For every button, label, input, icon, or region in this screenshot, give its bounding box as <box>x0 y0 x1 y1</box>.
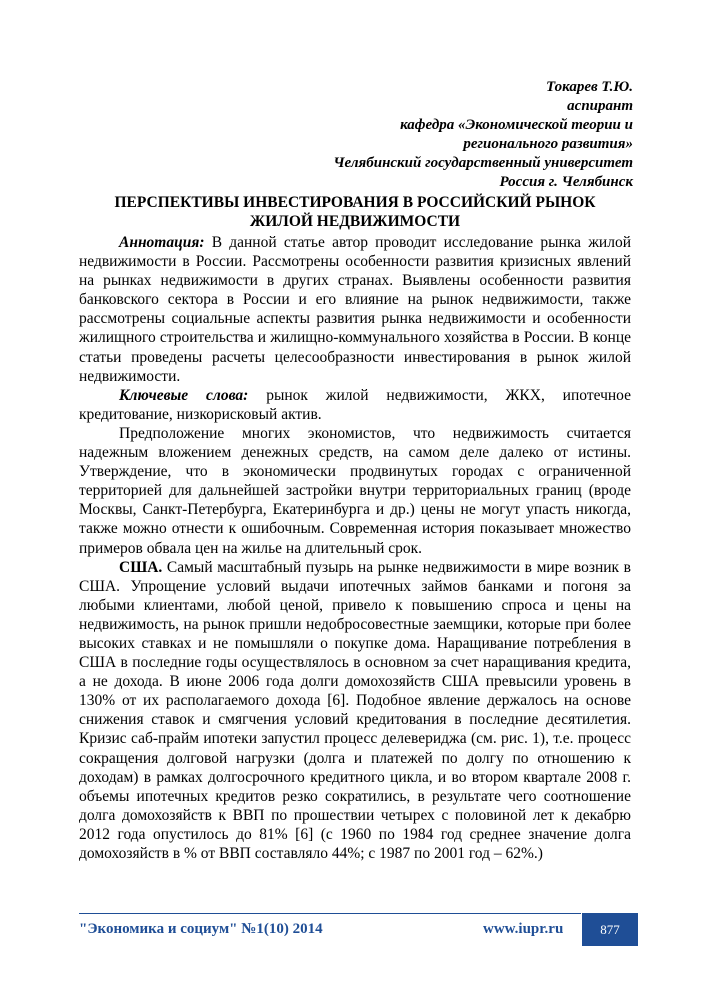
paragraph-2-text: Самый масштабный пузырь на рынке недвижимости в мире возник в США. Упрощение условий выдачи ипотечных займов банками и погоня за любыми клиентами, любой ценой, привело к повышению спроса и цены на недвижимость, на рынок пришли недобросовестные заемщики, которые при более высоких ставках и не помышляли о покупке дома. Наращивание потребления в США в последние годы осуществлялось в основном за счет наращивания кредита, а не дохода. В июне 2006 года долги домохозяйств США превысили уровень в 130% от их располагаемого дохода [6]. Подобное явление держалось на основе снижения ставок и смягчения условий кредитования в последние десятилетия. Кризис саб-прайм ипотеки запустил процесс делевериджа (см. рис. 1), т.е. процесс сокращения долговой нагрузки (долга и платежей по долгу по отношению к доходам) в рамках долгосрочного кредитного цикла, и во втором квартале 2008 г. объемы ипотечных кредитов резко сократились, в результате чего соотношение долга домохозяйств к ВВП по прошествии четырех с половиной лет к декабрю 2012 года опустилось до 81% [6] (с 1960 по 1984 год среднее значение долга домохозяйств в % от ВВП составляло 44%; с 1987 по 2001 год – 62%.) <box>79 558 631 862</box>
footer-divider <box>79 913 581 914</box>
abstract-paragraph <box>79 233 631 386</box>
author-block <box>333 78 633 192</box>
article-title-line1: ПЕРСПЕКТИВЫ ИНВЕСТИРОВАНИЯ В РОССИЙСКИЙ РЫНОК <box>114 194 596 211</box>
article-body <box>79 233 631 863</box>
keywords-label: Ключевые слова: <box>119 386 249 404</box>
author-department-line2: регионального развития» <box>463 136 633 152</box>
keywords-text: рынок жилой недвижимости, ЖКХ, ипотечное кредитование, низкорисковый актив. <box>79 386 631 423</box>
body-paragraph-1: Предположение многих экономистов, что недвижимость считается надежным вложением денежных средств, на самом деле далеко от истины. Утверждение, что в экономически продвинутых городах с ограниченной территорией для дальнейшей застройки внутри территориальных границ (вроде Москвы, Санкт-Петербурга, Екатеринбурга и др.) цены не могут упасть никогда, также можно отнести к ошибочным. Современная история показывает множество примеров обвала цен на жилье на длительный срок. <box>79 424 631 557</box>
article-title <box>80 193 630 231</box>
author-position: аспирант <box>567 98 633 114</box>
author-department-line1: кафедра «Экономической теории и <box>400 117 633 133</box>
page-number: 877 <box>600 922 620 937</box>
abstract-label: Аннотация: <box>119 234 205 251</box>
page-number-badge <box>582 913 638 946</box>
author-location: Россия г. Челябинск <box>499 174 633 190</box>
body-paragraph-2 <box>79 558 631 864</box>
footer-journal: "Экономика и социум" №1(10) 2014 <box>79 921 323 937</box>
paragraph-lead-usa: США. <box>119 558 163 576</box>
keywords-paragraph <box>79 386 631 424</box>
author-name: Токарев Т.Ю. <box>545 79 633 95</box>
author-university: Челябинский государственный университет <box>333 155 633 171</box>
abstract-text: В данной статье автор проводит исследование рынка жилой недвижимости в России. Рассмотрены особенности развития кризисных явлений на рынках недвижимости в других странах. Выявлены особенности развития банковского сектора в России и его влияние на рынок недвижимости, также рассмотрены социальные аспекты развития рынка недвижимости и особенности жилищного строительства и жилищно-коммунального хозяйства в России. В конце статьи проведены расчеты целесообразности инвестирования в рынок жилой недвижимости. <box>79 234 631 385</box>
article-title-line2: ЖИЛОЙ НЕДВИЖИМОСТИ <box>249 213 461 230</box>
footer-site-link[interactable]: www.iupr.ru <box>483 921 564 937</box>
